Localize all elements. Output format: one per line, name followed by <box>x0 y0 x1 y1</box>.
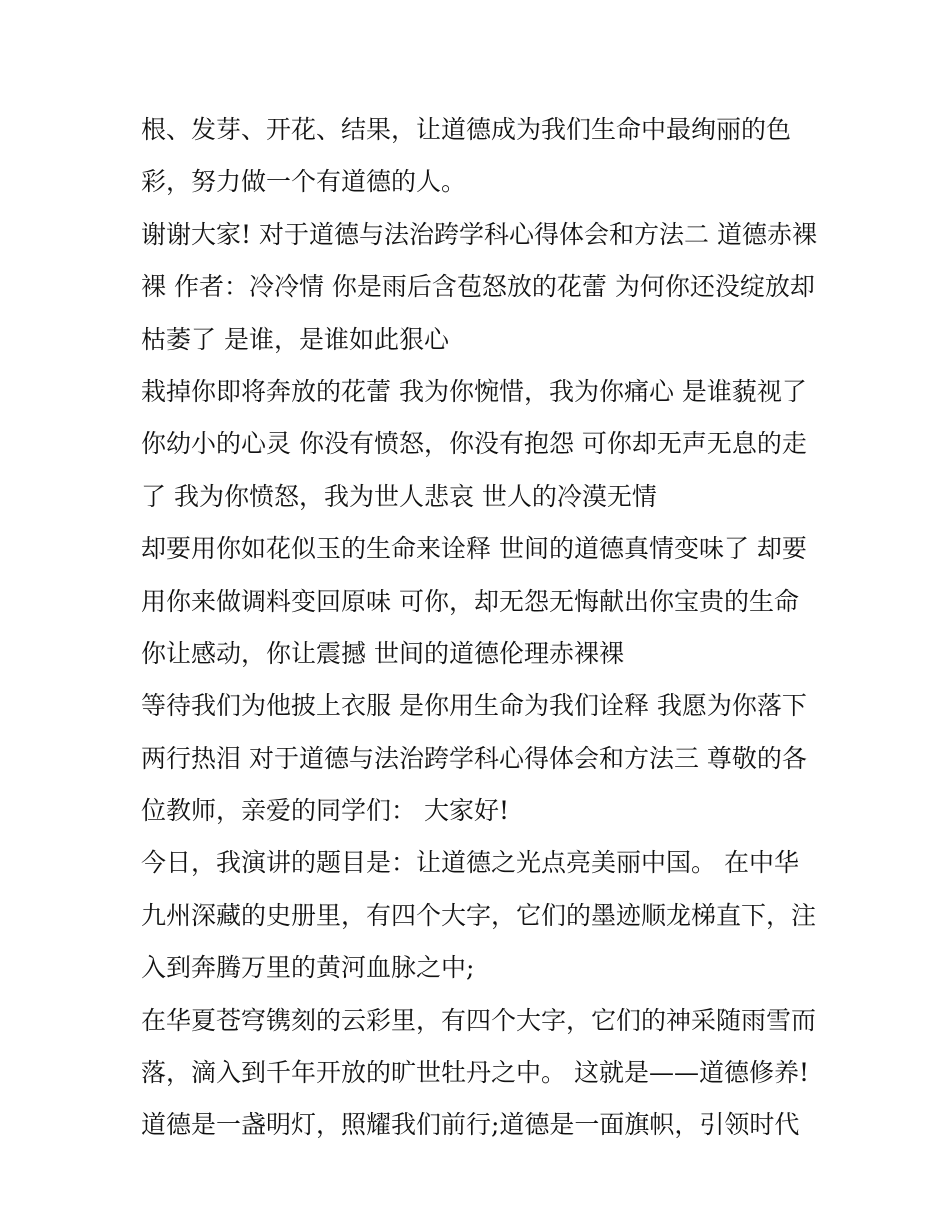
text-line: 两行热泪 对于道德与法治跨学科心得体会和方法三 尊敬的各 <box>141 743 807 773</box>
text-line: 你幼小的心灵 你没有愤怒，你没有抱怨 可你却无声无息的走 <box>141 429 807 459</box>
body-text <box>141 110 821 1158</box>
text-line: 道德是一盏明灯，照耀我们前行;道德是一面旗帜，引领时代 <box>141 1110 800 1140</box>
text-line: 你让感动，你让震撼 世间的道德伦理赤裸裸 <box>141 638 624 668</box>
text-line: 根、发芽、开花、结果，让道德成为我们生命中最绚丽的色 <box>141 115 792 144</box>
text-line: 落，滴入到千年开放的旷世牡丹之中。 这就是——道德修养! <box>141 1058 809 1088</box>
text-line: 裸 作者：冷冷情 你是雨后含苞怒放的花蕾 为何你还没绽放却 <box>141 272 815 302</box>
text-line: 等待我们为他披上衣服 是你用生命为我们诠释 我愿为你落下 <box>141 691 807 721</box>
text-line: 谢谢大家! 对于道德与法治跨学科心得体会和方法二 道德赤裸 <box>141 219 817 249</box>
text-line: 枯萎了 是谁，是谁如此狠心 <box>141 324 449 354</box>
text-line: 用你来做调料变回原味 可你，却无怨无悔献出你宝贵的生命 <box>141 586 799 616</box>
text-line: 了 我为你愤怒，我为世人悲哀 世人的冷漠无情 <box>141 481 657 511</box>
text-line: 入到奔腾万里的黄河血脉之中; <box>141 953 475 983</box>
text-line: 九州深藏的史册里，有四个大字，它们的墨迹顺龙梯直下，注 <box>141 900 817 930</box>
text-line: 却要用你如花似玉的生命来诠释 世间的道德真情变味了 却要 <box>141 534 807 564</box>
text-line: 在华夏苍穹镌刻的云彩里，有四个大字，它们的神采随雨雪而 <box>141 1005 817 1035</box>
text-line: 位教师，亲爱的同学们： 大家好! <box>141 796 509 826</box>
text-line: 彩，努力做一个有道德的人。 <box>141 167 467 197</box>
text-line: 栽掉你即将奔放的花蕾 我为你惋惜，我为你痛心 是谁藐视了 <box>141 376 807 406</box>
text-line: 今日，我演讲的题目是：让道德之光点亮美丽中国。 在中华 <box>141 848 799 878</box>
